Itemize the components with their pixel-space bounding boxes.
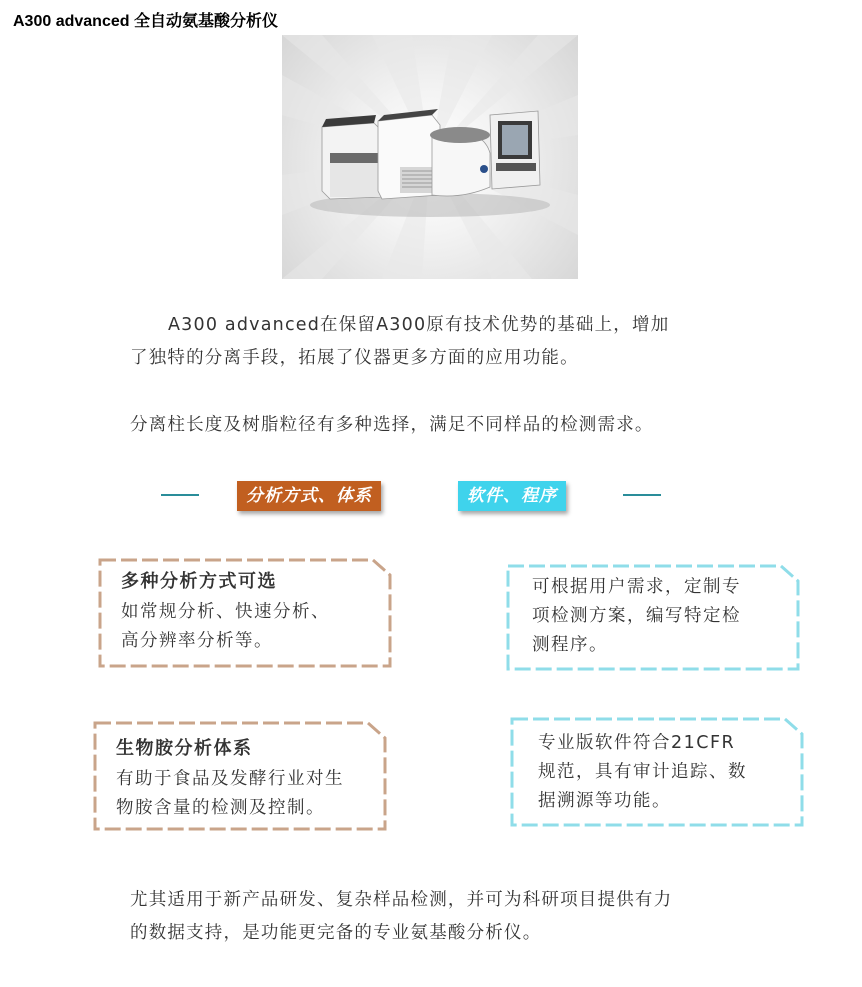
feature-box-biogenic-amine: [94, 721, 386, 831]
feature-line: 有助于食品及发酵行业对生: [116, 769, 344, 789]
feature-title: 生物胺分析体系: [116, 738, 253, 759]
left-divider-line: [161, 494, 199, 496]
closing-line-1: 尤其适用于新产品研发、复杂样品检测，并可为科研项目提供有力: [130, 890, 673, 910]
feature-title: 多种分析方式可选: [121, 571, 277, 592]
software-program-tag: 软件、程序: [458, 481, 566, 511]
intro-line-2: 了独特的分离手段，拓展了仪器更多方面的应用功能。: [130, 348, 579, 368]
feature-line: 测程序。: [532, 635, 608, 655]
feature-box-analysis-modes: [99, 558, 391, 668]
analysis-system-tag: 分析方式、体系: [237, 481, 381, 511]
feature-line: 据溯源等功能。: [538, 791, 671, 811]
feature-line: 高分辨率分析等。: [121, 631, 273, 651]
page-title: A300 advanced 全自动氨基酸分析仪: [13, 13, 278, 30]
product-image: [282, 35, 578, 279]
feature-line: 专业版软件符合21CFR: [538, 733, 736, 753]
feature-line: 项检测方案，编写特定检: [532, 606, 741, 626]
feature-box-custom-program: [507, 564, 799, 671]
feature-line: 物胺含量的检测及控制。: [116, 798, 325, 818]
feature-line: 可根据用户需求，定制专: [532, 577, 741, 597]
feature-line: 规范，具有审计追踪、数: [538, 762, 747, 782]
intro-paragraph-2: 分离柱长度及树脂粒径有多种选择，满足不同样品的检测需求。: [130, 415, 654, 435]
closing-paragraph: [130, 884, 672, 950]
feature-line: 如常规分析、快速分析、: [121, 602, 330, 622]
analyzer-illustration: [282, 35, 578, 279]
intro-line-1: A300 advanced在保留A300原有技术优势的基础上，增加: [168, 315, 670, 335]
closing-line-2: 的数据支持，是功能更完备的专业氨基酸分析仪。: [130, 923, 542, 943]
intro-paragraph-1: [130, 309, 669, 375]
feature-box-software-compliance: [511, 717, 803, 827]
right-divider-line: [623, 494, 661, 496]
